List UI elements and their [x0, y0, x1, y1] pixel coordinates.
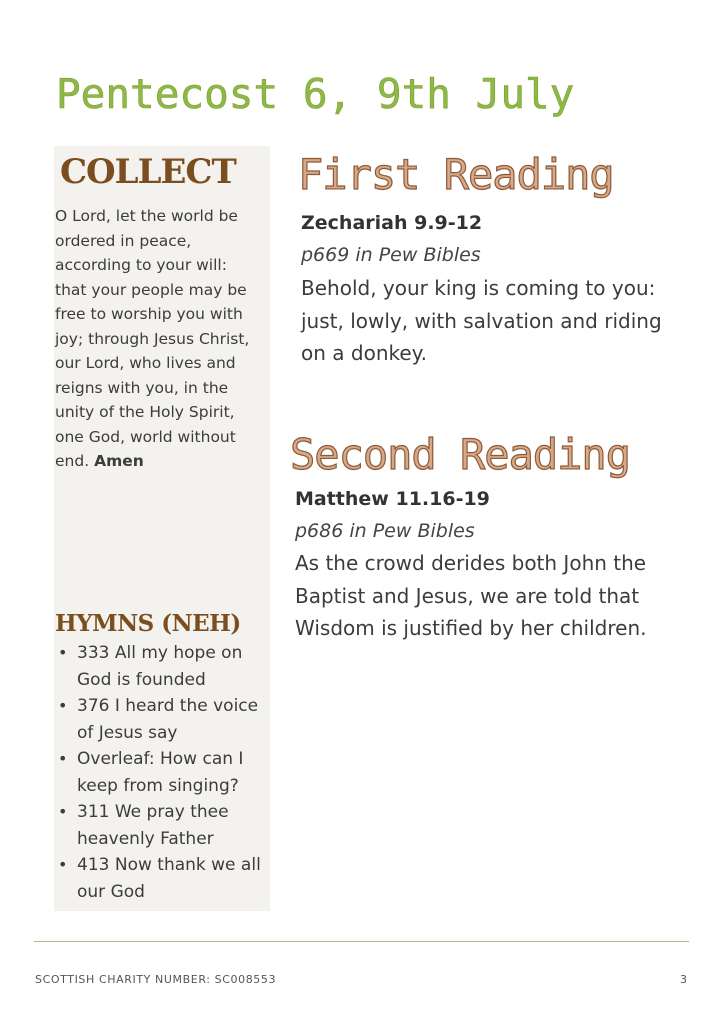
collect-heading: COLLECT — [60, 152, 236, 192]
second-reading-page: p686 in Pew Bibles — [295, 520, 475, 542]
sidebar — [54, 146, 270, 911]
first-reading-reference: Zechariah 9.9-12 — [301, 212, 483, 234]
bullet-icon: • — [58, 855, 68, 874]
first-reading-summary: Behold, your king is coming to you: just, lowly, with salvation and riding on a donkey. — [301, 276, 662, 365]
page-title: Pentecost 6, 9th July — [56, 70, 575, 118]
hymn-text: 376 I heard the voice of Jesus say — [77, 696, 259, 743]
hymn-list — [54, 640, 264, 905]
second-reading-reference: Matthew 11.16-19 — [295, 488, 490, 510]
second-reading-summary: As the crowd derides both John the Baptist and Jesus, we are told that Wisdom is justified by her children. — [295, 551, 647, 640]
page-number: 3 — [680, 973, 687, 986]
list-item — [54, 799, 264, 852]
collect-text — [55, 204, 255, 474]
first-reading-page: p669 in Pew Bibles — [301, 244, 481, 266]
hymn-text: 413 Now thank we all our God — [77, 855, 261, 902]
bullet-icon: • — [58, 696, 68, 715]
collect-body: O Lord, let the world be ordered in peace, according to your will: that your people may be free to worship you with joy; through Jesus Christ, our Lord, who lives and reigns with you, in the unity of the Holy Spirit, one God, world without end. — [55, 207, 250, 470]
bullet-icon: • — [58, 749, 68, 768]
list-item — [54, 693, 264, 746]
list-item — [54, 640, 264, 693]
footer-divider — [34, 941, 689, 942]
collect-amen: Amen — [94, 452, 144, 470]
hymns-heading: HYMNS (NEH) — [55, 610, 241, 637]
bullet-icon: • — [58, 643, 68, 662]
bullet-icon: • — [58, 802, 68, 821]
second-reading-heading: Second Reading — [290, 430, 631, 479]
charity-number: SCOTTISH CHARITY NUMBER: SC008553 — [35, 973, 277, 986]
first-reading-heading: First Reading — [298, 150, 614, 199]
hymn-text: 333 All my hope on God is founded — [77, 643, 243, 690]
list-item — [54, 852, 264, 905]
list-item — [54, 746, 264, 799]
hymn-text: 311 We pray thee heavenly Father — [77, 802, 229, 849]
hymn-text: Overleaf: How can I keep from singing? — [77, 749, 244, 796]
